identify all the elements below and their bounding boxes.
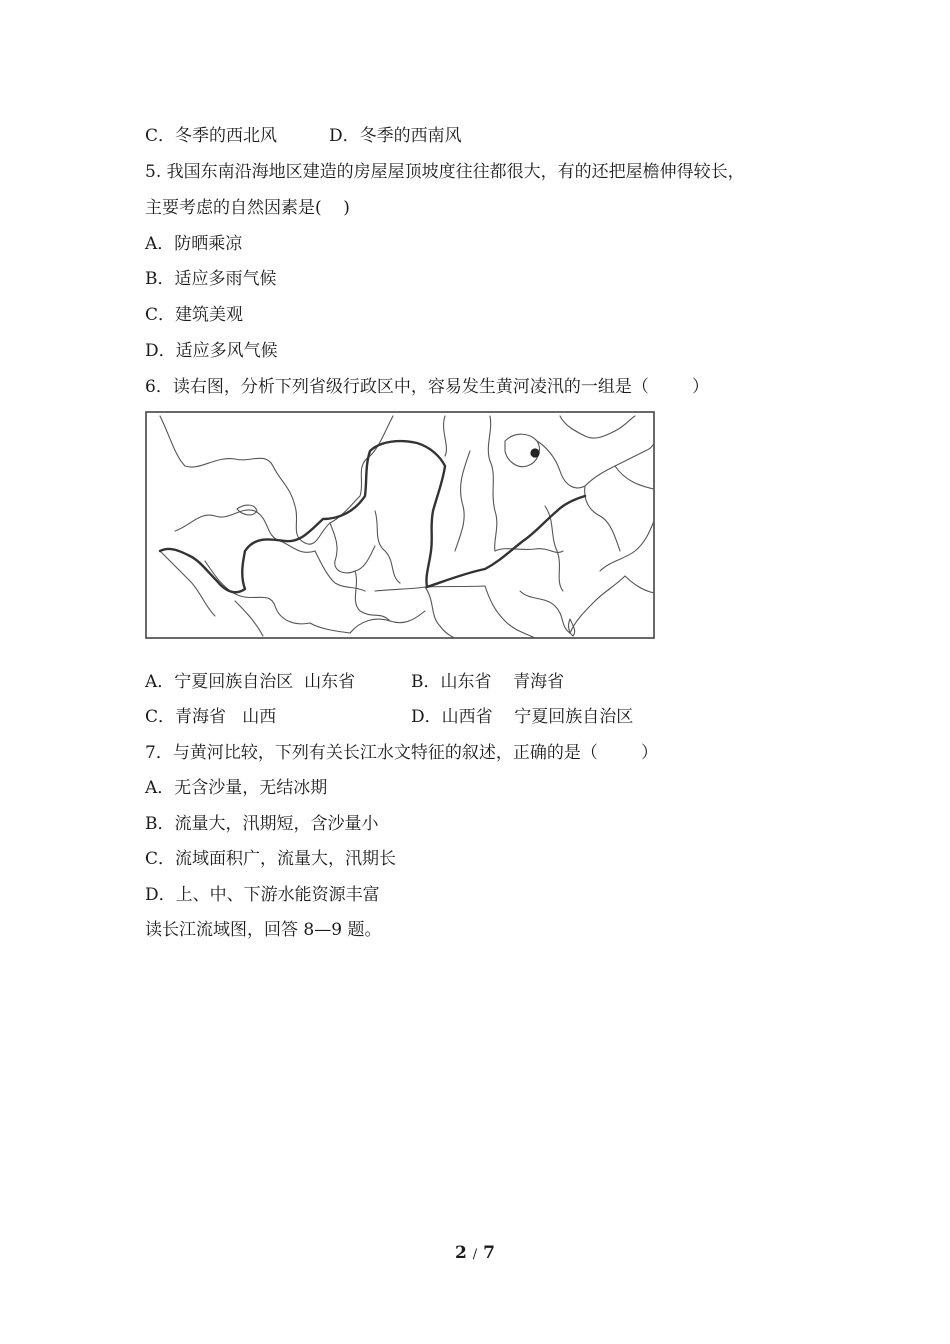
- q4-option-d: D．冬季的西南风: [329, 126, 462, 146]
- page-number: [0, 1243, 950, 1263]
- q6-option-a: A．宁夏回族自治区 山东省: [145, 672, 356, 692]
- q5-stem-line2: 主要考虑的自然因素是( ): [145, 198, 350, 218]
- q5-option-c: C．建筑美观: [145, 305, 244, 325]
- q7-option-b: B．流量大，汛期短，含沙量小: [145, 814, 379, 834]
- q5-option-b: B．适应多雨气候: [145, 269, 277, 289]
- page-total: 7: [483, 1243, 495, 1263]
- q5-option-a: A．防晒乘凉: [145, 234, 243, 254]
- q7-option-d: D．上、中、下游水能资源丰富: [145, 885, 380, 905]
- q6-option-c: C．青海省 山西: [145, 707, 277, 727]
- q7-stem: 7．与黄河比较，下列有关长江水文特征的叙述，正确的是（ ）: [145, 743, 659, 763]
- page-separator: /: [472, 1247, 478, 1262]
- q6-option-b: B．山东省 青海省: [411, 672, 565, 692]
- q7-option-c: C．流域面积广，流量大，汛期长: [145, 849, 397, 869]
- yellow-river-basin-map: [145, 411, 655, 639]
- q4-option-c: C．冬季的西北风: [145, 126, 278, 146]
- q6-option-d: D．山西省 宁夏回族自治区: [411, 707, 634, 727]
- q5-stem-line1: 5. 我国东南沿海地区建造的房屋屋顶坡度往往都很大，有的还把屋檐伸得较长，: [145, 162, 745, 182]
- q8-9-intro: 读长江流域图，回答 8—9 题。: [145, 920, 382, 940]
- page-current: 2: [455, 1243, 467, 1263]
- q5-option-d: D．适应多风气候: [145, 341, 278, 361]
- q7-option-a: A．无含沙量，无结冰期: [145, 778, 328, 798]
- q6-stem: 6．读右图，分析下列省级行政区中，容易发生黄河凌汛的一组是（ ）: [145, 377, 710, 397]
